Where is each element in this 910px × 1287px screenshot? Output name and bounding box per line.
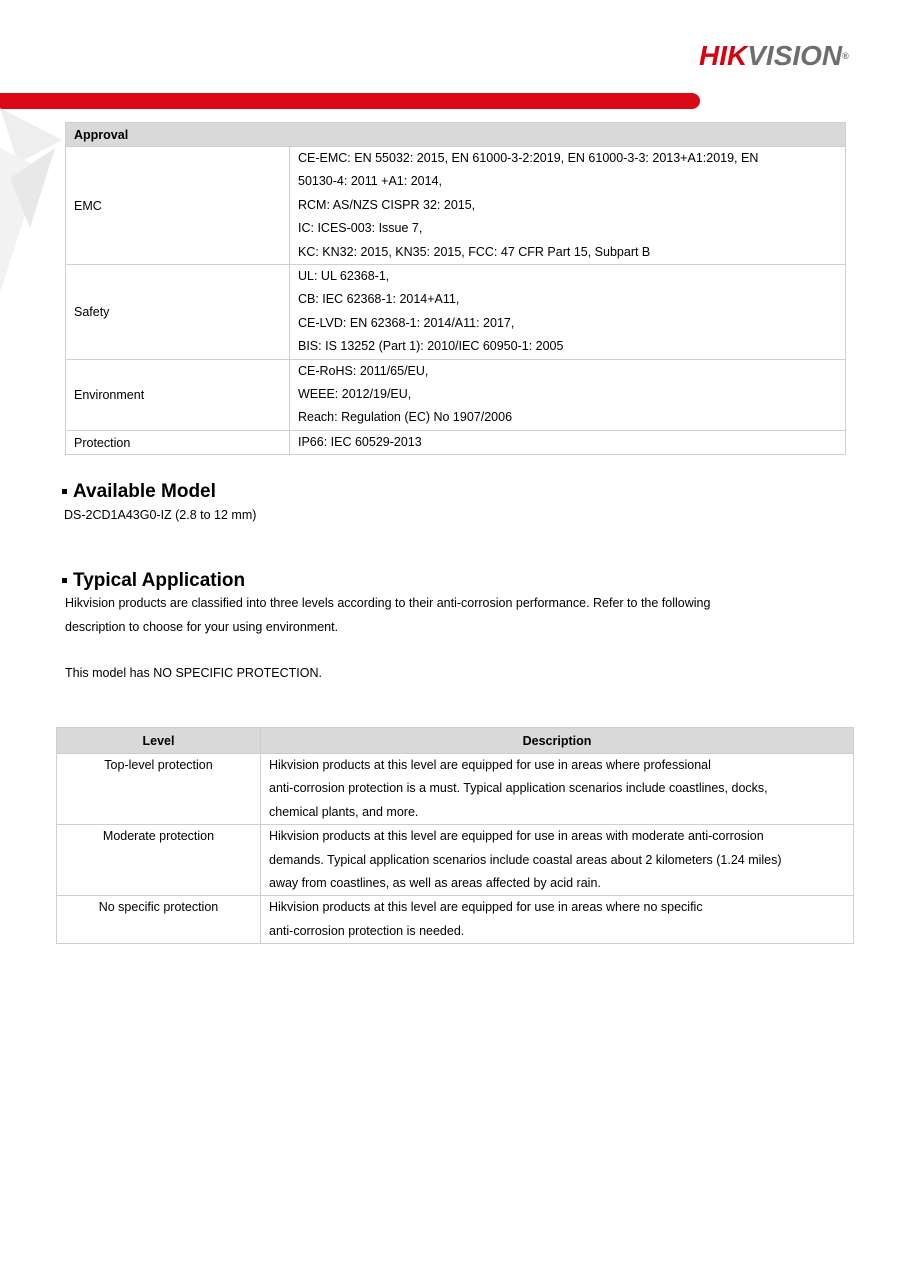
- approval-value: [290, 430, 846, 454]
- table-row: [57, 825, 854, 896]
- description-line: Hikvision products at this level are equipped for use in areas where no specific: [269, 900, 703, 915]
- approval-value: [290, 359, 846, 430]
- description-line: Hikvision products at this level are equipped for use in areas where professional: [269, 758, 711, 772]
- logo-hik: HIK: [699, 40, 748, 71]
- approval-line: CE-RoHS: 2011/65/EU,: [298, 363, 429, 378]
- level-column-header: Level: [57, 728, 261, 754]
- approval-line: WEEE: 2012/19/EU,: [298, 387, 412, 402]
- approval-key: Safety: [66, 265, 290, 360]
- description-line: anti-corrosion protection is needed.: [269, 923, 465, 938]
- approval-value: [290, 265, 846, 360]
- available-model-title: Available Model: [73, 481, 216, 502]
- level-cell: Moderate protection: [57, 825, 261, 896]
- approval-line: IP66: IEC 60529-2013: [298, 434, 422, 449]
- approval-line: KC: KN32: 2015, KN35: 2015, FCC: 47 CFR Part 15, Subpart B: [298, 244, 651, 259]
- typical-application-intro: [65, 591, 710, 639]
- decorative-shard-graphic: [0, 108, 70, 293]
- approval-key: EMC: [66, 147, 290, 265]
- description-cell: [261, 896, 854, 944]
- bullet-square-icon: [62, 578, 67, 583]
- description-line: anti-corrosion protection is a must. Typical application scenarios include coastlines, docks,: [269, 781, 768, 796]
- levels-header-row: [57, 728, 854, 754]
- description-line: chemical plants, and more.: [269, 804, 419, 819]
- typical-application-title: Typical Application: [73, 570, 246, 591]
- typical-application-heading: [62, 569, 245, 593]
- header-red-bar: [0, 93, 700, 109]
- approval-line: BIS: IS 13252 (Part 1): 2010/IEC 60950-1: 2005: [298, 339, 564, 354]
- bullet-square-icon: [62, 489, 67, 494]
- hikvision-logo: [699, 40, 849, 72]
- table-row: [57, 754, 854, 825]
- approval-line: CB: IEC 62368-1: 2014+A11,: [298, 292, 460, 307]
- level-cell: Top-level protection: [57, 754, 261, 825]
- approval-table: [65, 122, 846, 455]
- approval-line: Reach: Regulation (EC) No 1907/2006: [298, 410, 513, 425]
- protection-note: This model has NO SPECIFIC PROTECTION.: [65, 666, 322, 680]
- protection-levels-table: [56, 727, 854, 944]
- approval-key: Protection: [66, 430, 290, 454]
- intro-line: description to choose for your using environment.: [65, 620, 339, 634]
- approval-row-protection: [66, 430, 846, 454]
- approval-line: IC: ICES-003: Issue 7,: [298, 221, 423, 236]
- logo-registered-mark: ®: [842, 51, 849, 61]
- approval-line: RCM: AS/NZS CISPR 32: 2015,: [298, 197, 476, 212]
- approval-row-safety: [66, 265, 846, 360]
- approval-value: [290, 147, 846, 265]
- approval-header: Approval: [66, 123, 846, 147]
- approval-key: Environment: [66, 359, 290, 430]
- approval-row-emc: [66, 147, 846, 265]
- approval-row-environment: [66, 359, 846, 430]
- table-row: [57, 896, 854, 944]
- available-model-heading: [62, 480, 216, 504]
- approval-header-row: [66, 123, 846, 147]
- approval-line: UL: UL 62368-1,: [298, 269, 390, 284]
- description-line: away from coastlines, as well as areas affected by acid rain.: [269, 876, 601, 891]
- level-cell: No specific protection: [57, 896, 261, 944]
- approval-line: 50130-4: 2011 +A1: 2014,: [298, 174, 442, 189]
- approval-line: CE-LVD: EN 62368-1: 2014/A11: 2017,: [298, 315, 515, 330]
- description-cell: [261, 825, 854, 896]
- description-line: Hikvision products at this level are equipped for use in areas with moderate anti-corrosion: [269, 829, 764, 844]
- intro-line: Hikvision products are classified into three levels according to their anti-corrosion performance. Refer to the following: [65, 596, 711, 610]
- description-cell: [261, 754, 854, 825]
- description-column-header: Description: [261, 728, 854, 754]
- approval-line: CE-EMC: EN 55032: 2015, EN 61000-3-2:2019, EN 61000-3-3: 2013+A1:2019, EN: [298, 151, 759, 165]
- logo-vision: VISION: [747, 40, 843, 71]
- available-model-text: DS-2CD1A43G0-IZ (2.8 to 12 mm): [64, 508, 257, 522]
- description-line: demands. Typical application scenarios include coastal areas about 2 kilometers (1.24 miles): [269, 852, 782, 867]
